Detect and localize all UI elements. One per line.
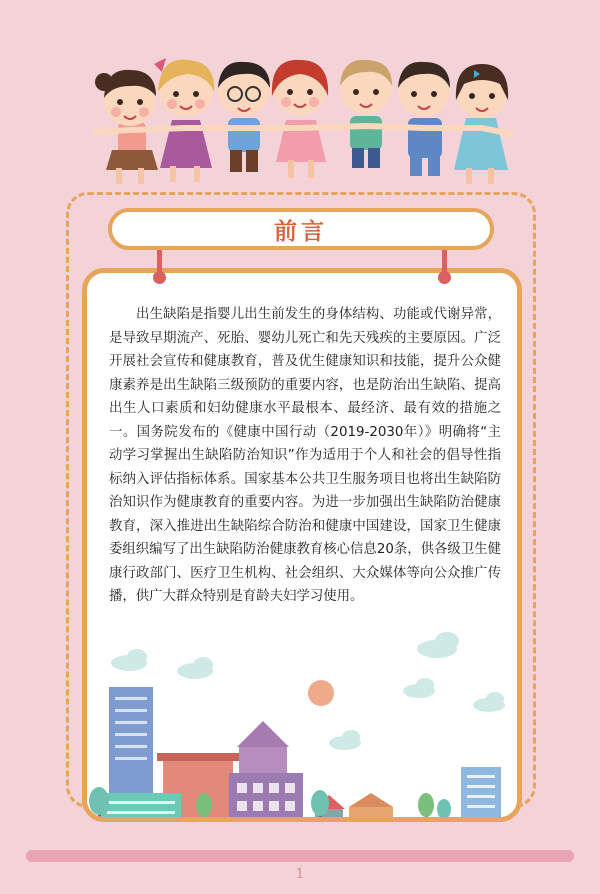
child-figure — [398, 62, 450, 176]
child-figure — [340, 60, 392, 168]
child-figure — [454, 64, 508, 184]
title-banner — [108, 208, 494, 250]
page-title: 前言 — [274, 218, 328, 245]
children-illustration — [0, 0, 600, 200]
content-card — [82, 268, 522, 822]
sun-icon — [308, 680, 334, 706]
cityscape-illustration — [87, 273, 522, 822]
preface-paragraph: 出生缺陷是指婴儿出生前发生的身体结构、功能或代谢异常，是导致早期流产、死胎、婴幼儿死亡和先天残疾的主要原因。广泛开展社会宣传和健康教育，普及优生健康知识和技能，提升公众健康素养是出生缺陷三级预防的重要内容，也是防治出生缺陷、提高出生人口素质和妇幼健康水平最根本、最经济、最有效的措施之一。国务院发布的《健康中国行动（2019-2030年）》明确将“主动学习掌握出生缺陷防治知识”作为适用于个人和社会的倡导性指标纳入评估指标体系。国家基本公共卫生服务项目也将出生缺陷防治知识作为健康教育的重要内容。为进一步加强出生缺陷防治健康教育，深入推进出生缺陷综合防治和健康中国建设，国家卫生健康委组织编写了出生缺陷防治健康教育核心信息20条，供各级卫生健康行政部门、医疗卫生机构、社会组织、大众媒体等向公众推广传播，供广大群众特别是育龄夫妇学习使用。 — [109, 307, 501, 604]
child-figure — [218, 62, 270, 172]
page-number: 1 — [295, 866, 305, 882]
child-figure — [154, 58, 214, 182]
ground-strip — [26, 850, 574, 862]
cloud-icon — [111, 632, 505, 750]
child-figure — [272, 60, 328, 178]
